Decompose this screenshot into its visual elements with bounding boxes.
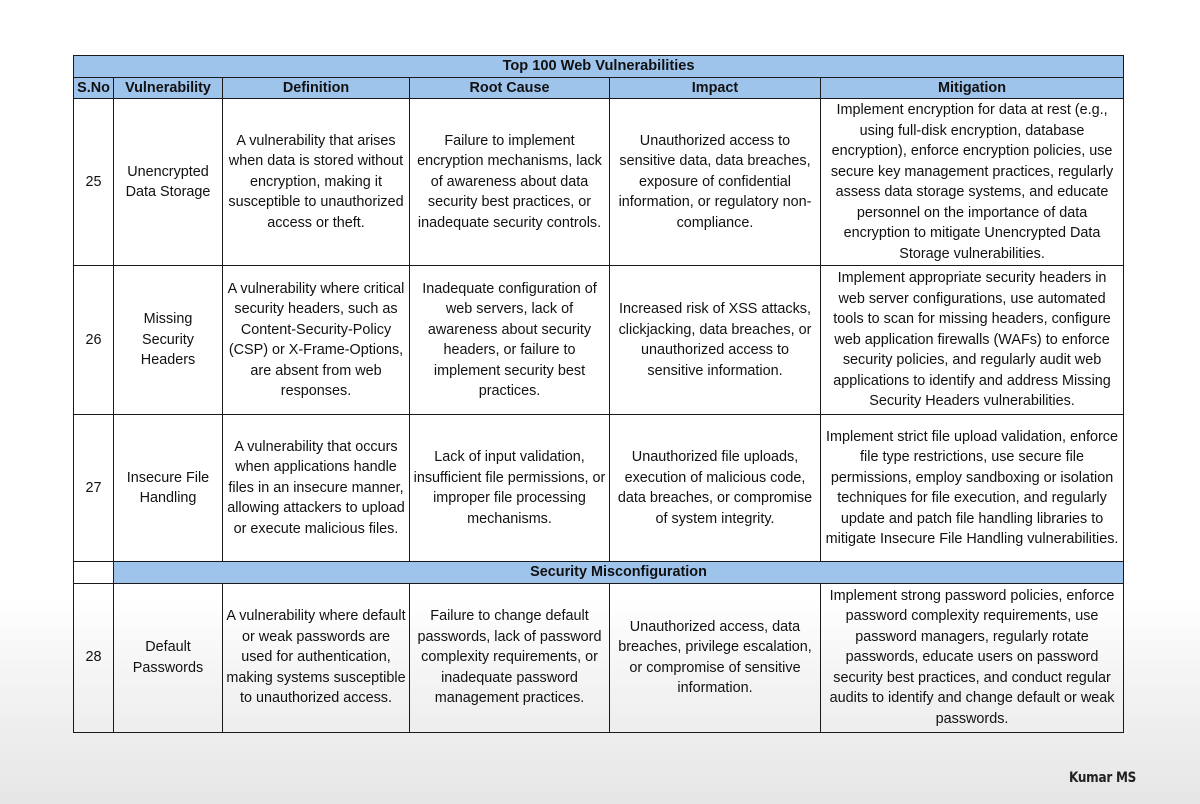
col-header-impact: Impact	[610, 77, 821, 99]
author-watermark: Kumar MS	[1069, 770, 1137, 786]
cell-sno: 27	[74, 415, 114, 562]
vulnerability-table	[73, 55, 1124, 733]
section-title: Security Misconfiguration	[114, 562, 1124, 584]
cell-mitigation: Implement strict file upload validation, enforce file type restrictions, use secure file permissions, employ sandboxing or isolation techniques for file execution, and regularly update and patch file handling libraries to mitigate Insecure File Handling vulnerabilities.	[821, 415, 1124, 562]
cell-root-cause: Failure to change default passwords, lack of password complexity requirements, or inadequate password management practices.	[410, 583, 610, 732]
cell-impact: Increased risk of XSS attacks, clickjacking, data breaches, or unauthorized access to sensitive information.	[610, 266, 821, 415]
cell-mitigation: Implement encryption for data at rest (e.g., using full-disk encryption, database encryption), enforce encryption policies, use secure key management practices, regularly assess data storage systems, and educate personnel on the importance of data encryption to mitigate Unencrypted Data Storage vulnerabilities.	[821, 99, 1124, 266]
cell-sno: 25	[74, 99, 114, 266]
cell-vulnerability: Missing Security Headers	[114, 266, 223, 415]
cell-root-cause: Lack of input validation, insufficient file permissions, or improper file processing mechanisms.	[410, 415, 610, 562]
table-row	[74, 99, 1124, 266]
cell-impact: Unauthorized file uploads, execution of malicious code, data breaches, or compromise of system integrity.	[610, 415, 821, 562]
section-row	[74, 562, 1124, 584]
cell-definition: A vulnerability that arises when data is stored without encryption, making it susceptible to unauthorized access or theft.	[223, 99, 410, 266]
cell-impact: Unauthorized access to sensitive data, data breaches, exposure of confidential information, or regulatory non-compliance.	[610, 99, 821, 266]
cell-mitigation: Implement appropriate security headers in web server configurations, use automated tools to scan for missing headers, configure web application firewalls (WAFs) to enforce security policies, and regularly audit web applications to identify and address Missing Security Headers vulnerabilities.	[821, 266, 1124, 415]
cell-vulnerability: Default Passwords	[114, 583, 223, 732]
cell-sno: 28	[74, 583, 114, 732]
title-row	[74, 56, 1124, 78]
cell-definition: A vulnerability that occurs when applications handle files in an insecure manner, allowing attackers to upload or execute malicious files.	[223, 415, 410, 562]
section-blank-cell	[74, 562, 114, 584]
col-header-vulnerability: Vulnerability	[114, 77, 223, 99]
cell-definition: A vulnerability where critical security headers, such as Content-Security-Policy (CSP) or X-Frame-Options, are absent from web responses.	[223, 266, 410, 415]
table-title: Top 100 Web Vulnerabilities	[74, 56, 1124, 78]
col-header-root-cause: Root Cause	[410, 77, 610, 99]
col-header-mitigation: Mitigation	[821, 77, 1124, 99]
cell-mitigation: Implement strong password policies, enforce password complexity requirements, use password managers, regularly rotate passwords, educate users on password security best practices, and conduct regular audits to identify and change default or weak passwords.	[821, 583, 1124, 732]
table-row	[74, 415, 1124, 562]
cell-definition: A vulnerability where default or weak passwords are used for authentication, making systems susceptible to unauthorized access.	[223, 583, 410, 732]
cell-root-cause: Inadequate configuration of web servers, lack of awareness about security headers, or failure to implement security best practices.	[410, 266, 610, 415]
col-header-sno: S.No	[74, 77, 114, 99]
cell-vulnerability: Insecure File Handling	[114, 415, 223, 562]
table-row	[74, 583, 1124, 732]
cell-root-cause: Failure to implement encryption mechanisms, lack of awareness about data security best practices, or inadequate security controls.	[410, 99, 610, 266]
col-header-definition: Definition	[223, 77, 410, 99]
cell-impact: Unauthorized access, data breaches, privilege escalation, or compromise of sensitive information.	[610, 583, 821, 732]
table-row	[74, 266, 1124, 415]
vulnerability-sheet	[73, 55, 1123, 733]
cell-sno: 26	[74, 266, 114, 415]
cell-vulnerability: Unencrypted Data Storage	[114, 99, 223, 266]
header-row	[74, 77, 1124, 99]
